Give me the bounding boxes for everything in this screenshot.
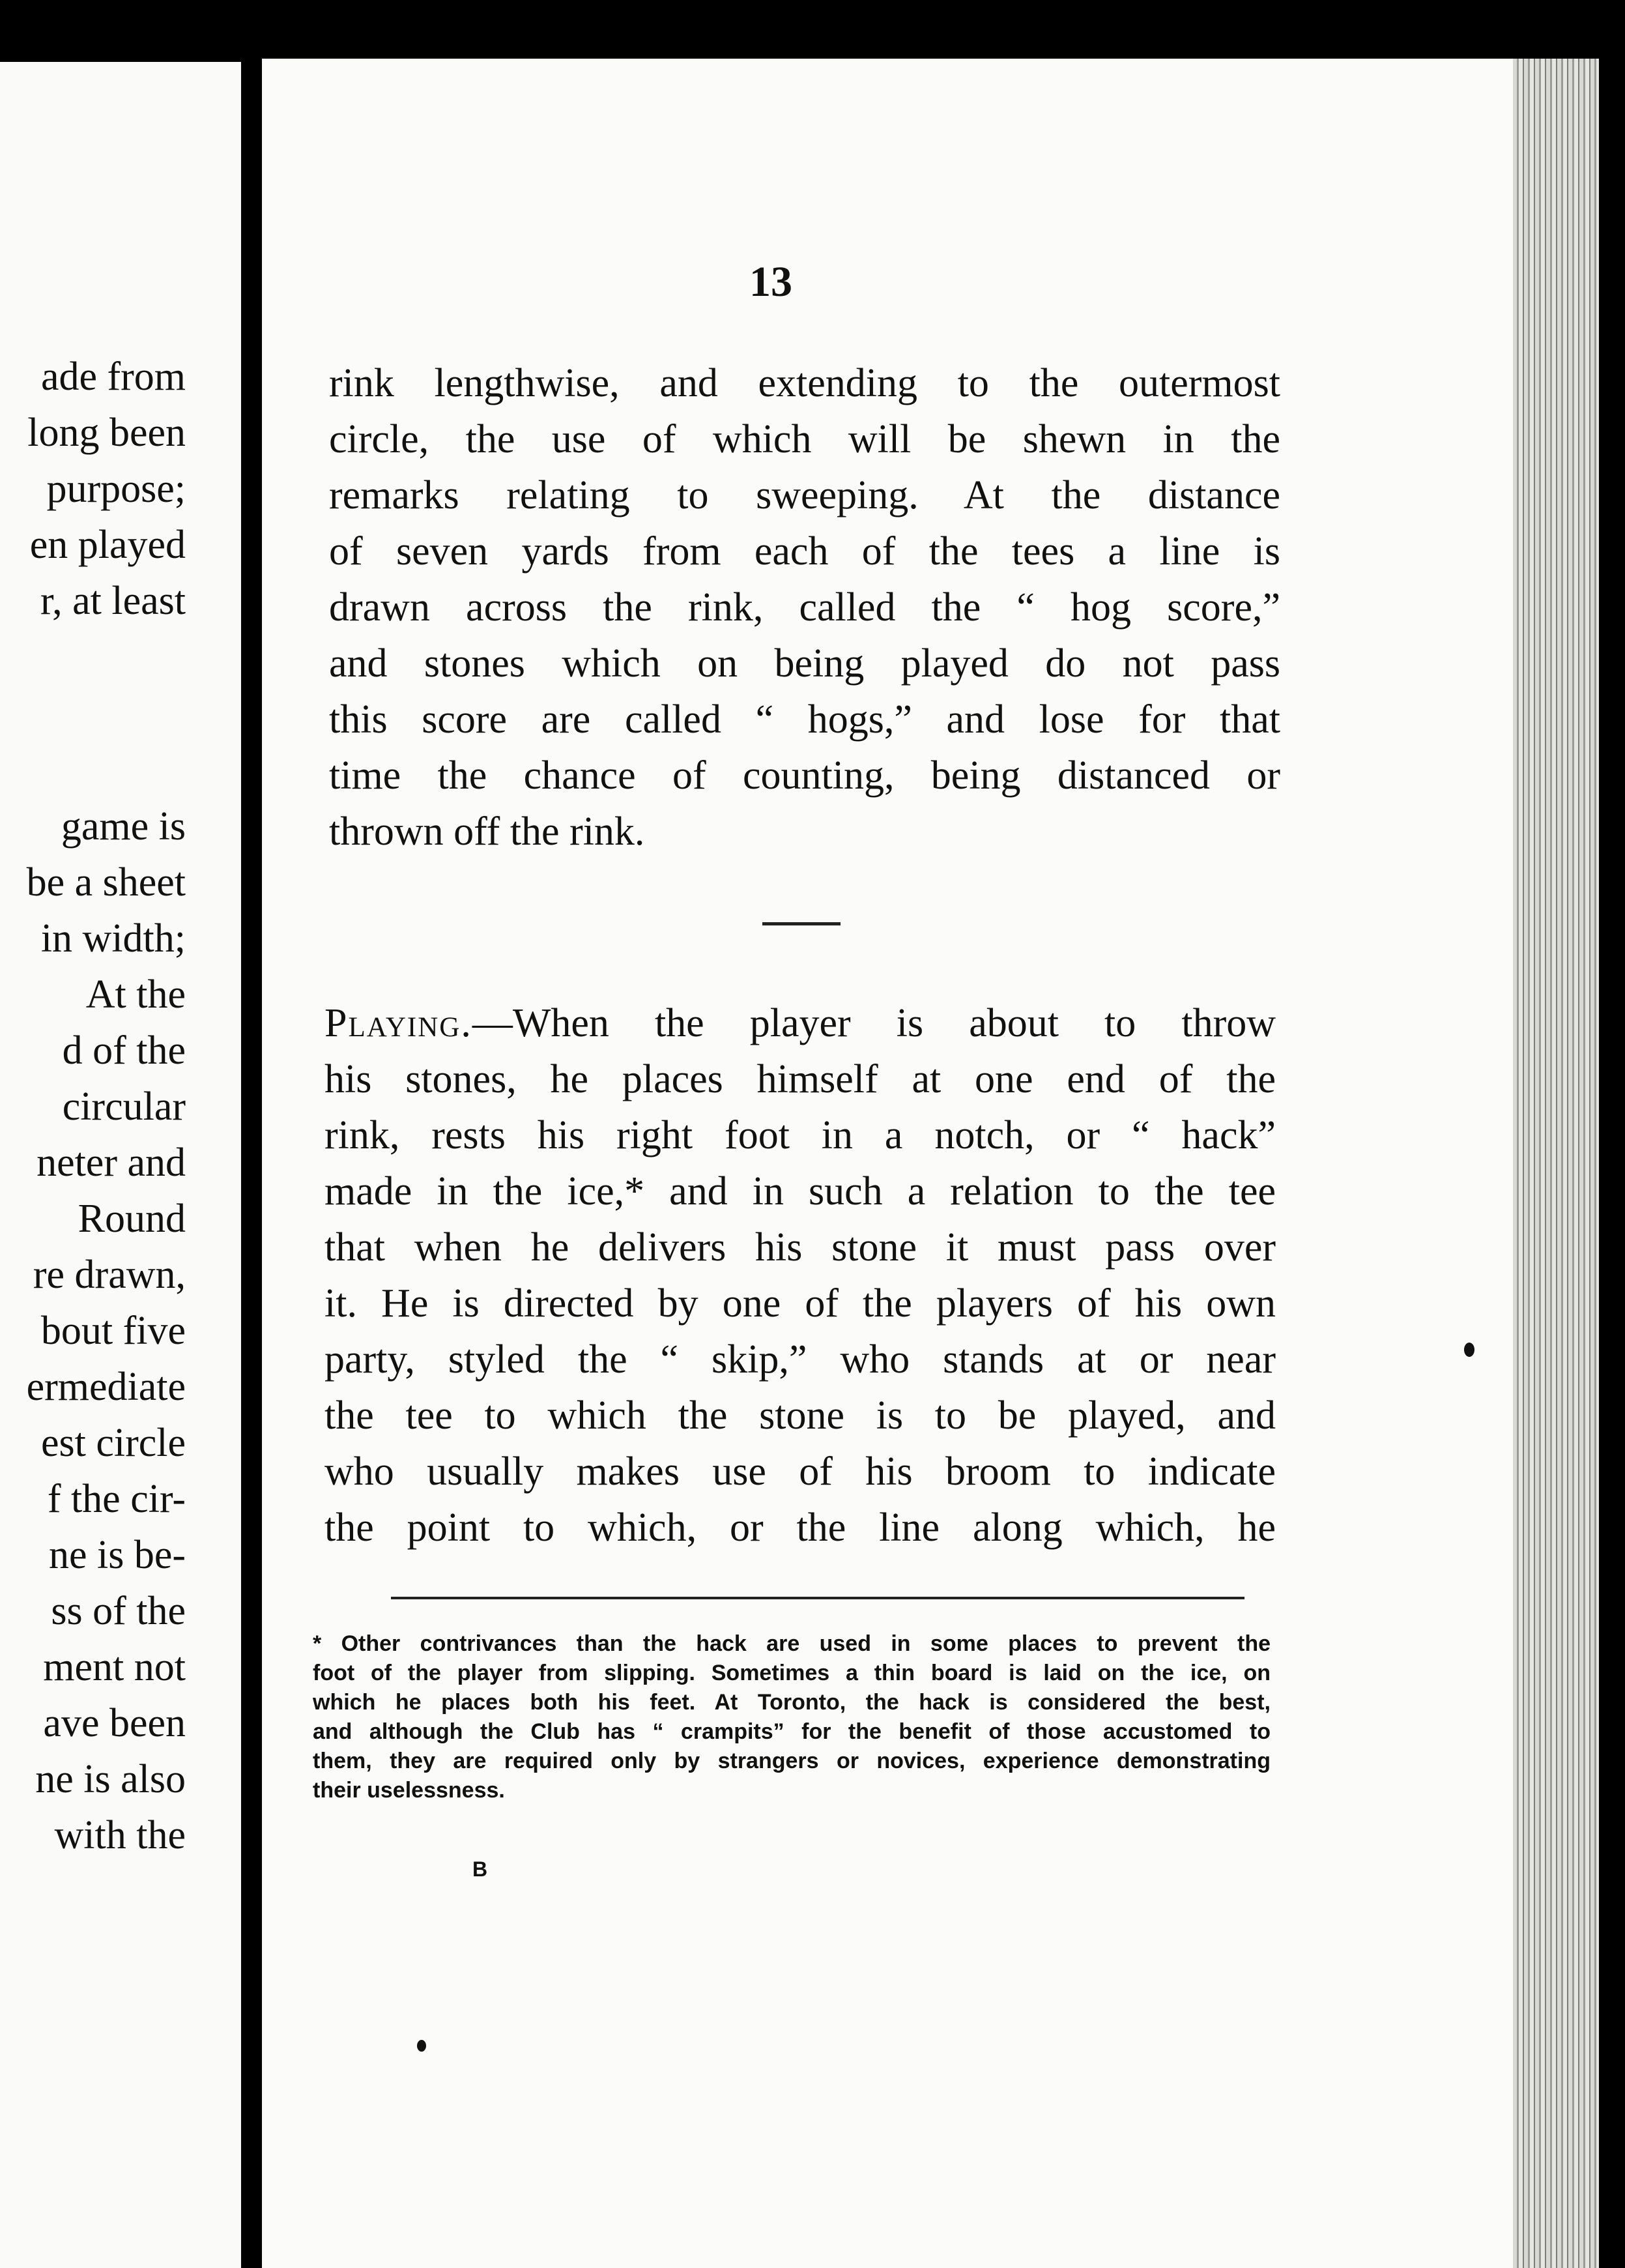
- text-line: the tee to which the stone is to be played, and: [324, 1393, 1276, 1438]
- page-number: 13: [749, 258, 792, 306]
- footnote-line: which he places both his feet. At Toronto, the hack is considered the best,: [313, 1690, 1271, 1715]
- left-line: est circle: [40, 1421, 186, 1465]
- text-line: circle, the use of which will be shewn in the: [329, 417, 1280, 461]
- left-line: long been: [27, 411, 186, 455]
- text-line: this score are called “ hogs,” and lose for that: [329, 697, 1280, 742]
- footnote: [313, 1629, 1271, 1805]
- text-line: remarks relating to sweeping. At the distance: [329, 473, 1280, 517]
- footnote-line: * Other contrivances than the hack are used in some places to prevent the: [313, 1631, 1271, 1656]
- text-line: of seven yards from each of the tees a line is: [329, 529, 1280, 574]
- left-line: en played: [29, 523, 186, 567]
- left-line: with the: [54, 1813, 186, 1857]
- left-line: ne is also: [35, 1757, 186, 1801]
- text-line: rink, rests his right foot in a notch, or “ hack”: [324, 1113, 1276, 1157]
- text-line: rink lengthwise, and extending to the outermost: [329, 361, 1280, 405]
- left-line: f the cir-: [47, 1477, 186, 1521]
- text-line: [324, 995, 1276, 1051]
- section-divider: [762, 922, 841, 925]
- footnote-line: their uselessness.: [313, 1778, 505, 1803]
- signature-mark: B: [472, 1857, 488, 1881]
- book-gutter: [241, 0, 262, 2268]
- left-line-gap: [0, 629, 186, 798]
- left-line: ment not: [43, 1645, 186, 1689]
- text-line-rest: —When the player is about to throw: [472, 1001, 1276, 1045]
- left-page: [0, 62, 241, 2268]
- footnote-line: them, they are required only by strangers or novices, experience demonstrating: [313, 1749, 1271, 1773]
- text-line: drawn across the rink, called the “ hog score,”: [329, 585, 1280, 630]
- text-line: made in the ice,* and in such a relation to the tee: [324, 1169, 1276, 1214]
- text-line: that when he delivers his stone it must pass over: [324, 1225, 1276, 1270]
- ink-speck: [417, 2040, 426, 2052]
- left-line: game is: [61, 804, 186, 849]
- paragraph-1: [329, 355, 1280, 860]
- ink-speck: [1464, 1343, 1474, 1357]
- section-heading: Playing.: [324, 1001, 472, 1045]
- left-line: r, at least: [40, 579, 186, 623]
- left-line: d of the: [62, 1028, 186, 1073]
- footnote-divider: [391, 1597, 1244, 1599]
- text-line: time the chance of counting, being distanced or: [329, 753, 1280, 798]
- text-line: thrown off the rink.: [329, 809, 645, 854]
- right-page: [262, 59, 1513, 2268]
- left-page-text: [0, 349, 186, 1863]
- left-line: in width;: [40, 916, 186, 961]
- left-line: At the: [85, 972, 186, 1017]
- left-line: ermediate: [26, 1365, 186, 1409]
- left-line: ave been: [43, 1701, 186, 1745]
- text-line: his stones, he places himself at one end of the: [324, 1057, 1276, 1101]
- left-line: neter and: [36, 1141, 186, 1185]
- left-line: ss of the: [51, 1589, 186, 1633]
- left-line: re drawn,: [33, 1253, 186, 1297]
- left-line: purpose;: [46, 467, 186, 511]
- footnote-line: and although the Club has “ crampits” for the benefit of those accustomed to: [313, 1719, 1271, 1744]
- page-edges: [1513, 59, 1625, 2268]
- left-line: ne is be-: [48, 1533, 186, 1577]
- left-line: be a sheet: [26, 860, 186, 905]
- left-line: circular: [62, 1084, 186, 1129]
- left-line: Round: [78, 1197, 186, 1241]
- footnote-line: foot of the player from slipping. Sometimes a thin board is laid on the ice, on: [313, 1661, 1271, 1685]
- paragraph-2: [324, 995, 1276, 1556]
- left-line: bout five: [40, 1309, 186, 1353]
- text-line: party, styled the “ skip,” who stands at or near: [324, 1337, 1276, 1382]
- left-line: ade from: [40, 355, 186, 399]
- text-line: it. He is directed by one of the players of his own: [324, 1281, 1276, 1326]
- text-line: the point to which, or the line along which, he: [324, 1505, 1276, 1550]
- text-line: and stones which on being played do not pass: [329, 641, 1280, 686]
- text-line: who usually makes use of his broom to indicate: [324, 1449, 1276, 1494]
